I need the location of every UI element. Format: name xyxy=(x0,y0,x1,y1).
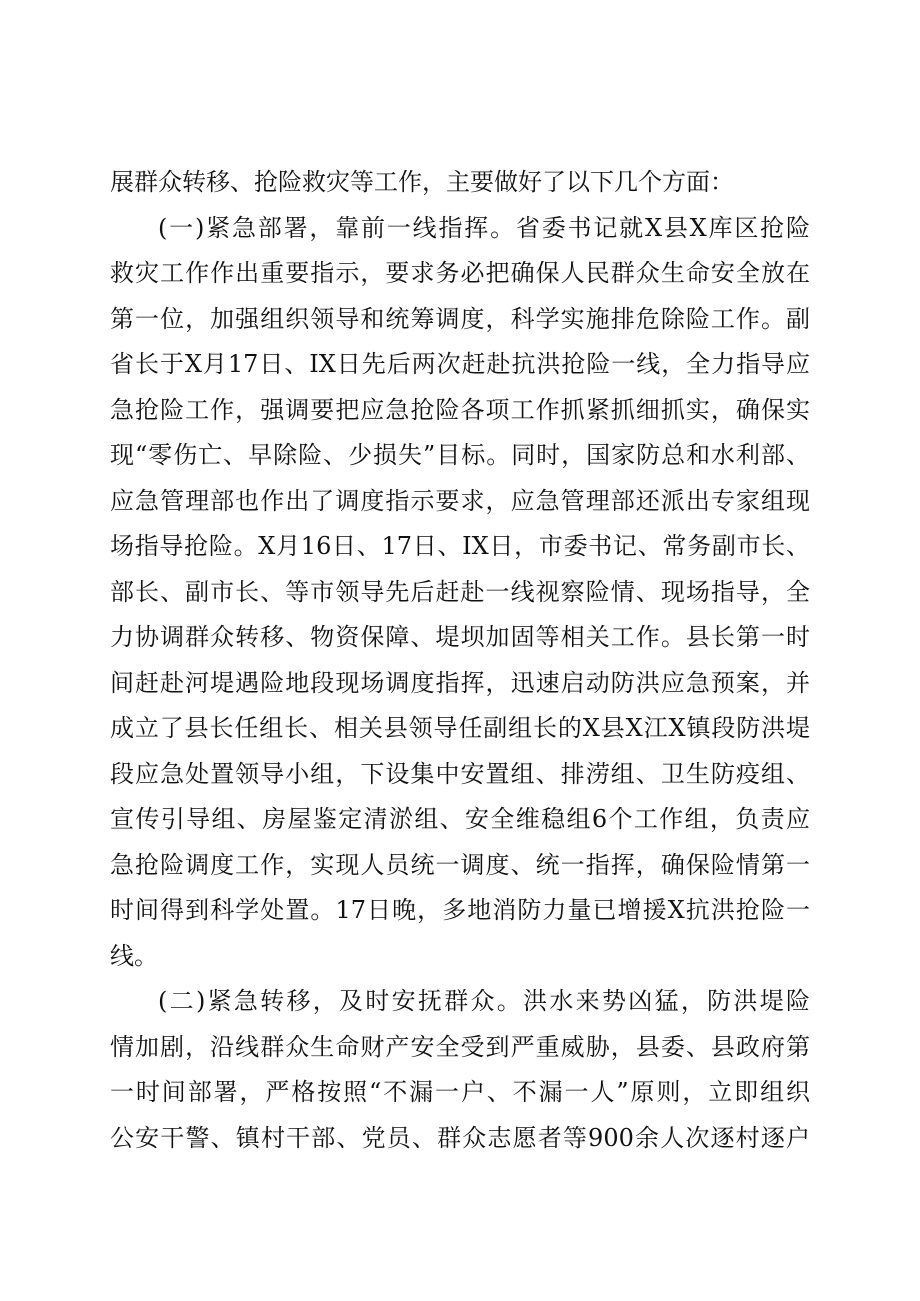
section-1-paragraph xyxy=(110,206,810,980)
paragraph-line: (二)紧急转移，及时安抚群众。洪水来势凶猛，防洪堤险 xyxy=(158,987,810,1015)
paragraph-line: 部长、副市长、等市领导先后赶赴一线视察险情、现场指导，全 xyxy=(110,577,810,606)
paragraph-line: 时间得到科学处置。17日晚，多地消防力量已增援X抗洪抢险一 xyxy=(110,896,810,924)
paragraph-line: 急抢险工作，强调要把应急抢险各项工作抓紧抓细抓实，确保实 xyxy=(110,395,810,424)
intro-line: 展群众转移、抢险救灾等工作，主要做好了以下几个方面： xyxy=(110,168,734,196)
paragraph-line: 第一位，加强组织领导和统筹调度，科学实施排危除险工作。副 xyxy=(110,304,810,333)
paragraph-line: 一时间部署，严格按照“不漏一户、不漏一人”原则，立即组织 xyxy=(110,1078,810,1106)
paragraph-line: 情加剧，沿线群众生命财产安全受到严重威胁，县委、县政府第 xyxy=(110,1032,810,1061)
paragraph-line: 线。 xyxy=(110,941,158,970)
paragraph-line: 救灾工作作出重要指示，要求务必把确保人民群众生命安全放在 xyxy=(110,259,810,287)
paragraph-line: (一)紧急部署，靠前一线指挥。省委书记就X县X库区抢险 xyxy=(158,213,810,242)
paragraph-line: 间赶赴河堤遇险地段现场调度指挥，迅速启动防洪应急预案，并 xyxy=(110,668,810,697)
paragraph-line: 成立了县长任组长、相关县领导任副组长的X县X江X镇段防洪堤 xyxy=(110,714,810,742)
paragraph-line: 段应急处置领导小组，下设集中安置组、排涝组、卫生防疫组、 xyxy=(110,759,810,788)
paragraph-line: 现“零伤亡、早除险、少损失”目标。同时，国家防总和水利部、 xyxy=(110,441,810,469)
paragraph-line: 应急管理部也作出了调度指示要求，应急管理部还派出专家组现 xyxy=(110,486,810,515)
body-text xyxy=(110,160,810,1161)
paragraph-line: 力协调群众转移、物资保障、堤坝加固等相关工作。县长第一时 xyxy=(110,623,810,651)
paragraph-line: 急抢险调度工作，实现人员统一调度、统一指挥，确保险情第一 xyxy=(110,850,810,879)
paragraph-line: 宣传引导组、房屋鉴定清淤组、安全维稳组6个工作组，负责应 xyxy=(110,805,810,833)
paragraph-line: 场指导抢险。X月16日、17日、IX日，市委书记、常务副市长、 xyxy=(110,532,810,560)
paragraph-line: 省长于X月17日、IX日先后两次赶赴抗洪抢险一线，全力指导应 xyxy=(110,350,810,378)
paragraph-line: 公安干警、镇村干部、党员、群众志愿者等900余人次逐村逐户 xyxy=(110,1123,810,1152)
section-2-paragraph xyxy=(110,979,810,1161)
